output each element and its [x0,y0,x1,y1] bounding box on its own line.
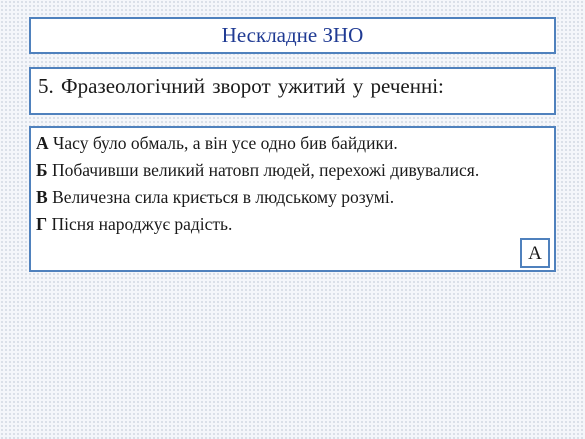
option-text: Величезна сила криється в людському розумі. [52,187,395,207]
option-c [36,187,514,207]
option-a [36,133,514,153]
option-letter: Г [36,214,48,234]
option-text: Пісня народжує радість. [51,214,233,234]
answer-options-list [31,128,554,234]
option-letter: В [36,187,48,207]
title-panel [29,17,556,54]
option-text: Побачивши великий натовп людей, перехожі дивувалися. [51,160,480,180]
page-title: Нескладне ЗНО [221,23,364,47]
option-b [36,160,514,180]
answer-box [520,238,550,268]
answer-letter: А [528,243,542,264]
question-panel [29,67,556,115]
option-d [36,214,514,234]
option-text: Часу було обмаль, а він усе одно бив байдики. [53,133,398,153]
option-letter: А [36,133,49,153]
option-letter: Б [36,160,48,180]
question-text: 5. Фразеологічний зворот ужитий у реченні: [38,74,444,98]
options-panel [29,126,556,272]
